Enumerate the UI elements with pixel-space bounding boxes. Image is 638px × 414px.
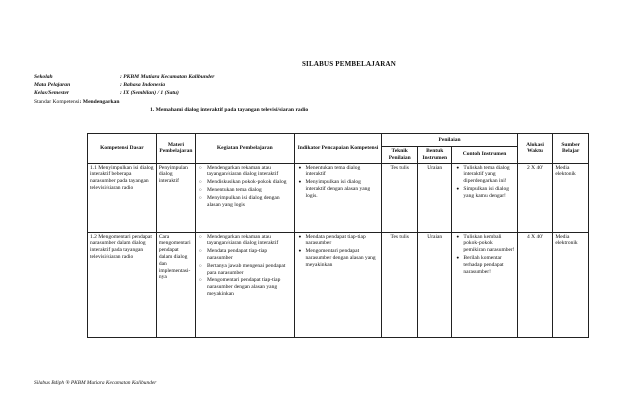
header-kompetensi-dasar: Kompetensi Dasar <box>88 134 157 164</box>
list-item: ○ Bertanya jawab mengenai pendapat para narasumber <box>207 263 292 277</box>
cell-materi: Penyimpulan dialog interaktif <box>156 163 195 232</box>
header-bentuk: Bentuk Instrumen <box>418 147 452 164</box>
header-sumber: Sumber Belajar <box>553 134 589 164</box>
list-item: ○ Mendengarkan rekaman atau tayangan/siaran dialog interaktif <box>207 234 292 248</box>
cell-materi: Cara mengomentari pendapat dalam dialog dan implementasi-nya <box>156 232 195 337</box>
meta-row-kelas <box>34 89 308 97</box>
cell-kd: 1.2 Mengomentari pendapat narasumber dalam dialog interaktif pada tayangan televisi/siaran radio <box>88 232 157 337</box>
meta-row-sekolah <box>34 73 308 81</box>
cell-sumber: Media elektonik <box>553 163 589 232</box>
header-indikator: Indikator Pencapaian Kompetensi <box>294 134 382 164</box>
list-item: ○ Menentukan tema dialog <box>207 187 292 194</box>
table-row <box>88 232 589 337</box>
list-item: ○ Mendengarkan rekaman atau tayangan/siaran dialog interaktif <box>207 165 292 179</box>
list-item: ○ Mengomentari pendapat tiap-tiap narasumber dengan alasan yang meyakinkan <box>207 277 292 297</box>
meta-label: Mata Pelajaran <box>34 82 71 89</box>
list-item: ● Berilah komentar terhadap pendapat narasumber! <box>463 255 514 275</box>
meta-value: : Mendengarkan <box>79 98 120 105</box>
list-item: ● Menyimpulkan isi dialog interaktif dengan alasan yang logis. <box>306 179 380 199</box>
list-item: ○ Mendata pendapat tiap-tiap narasumber <box>207 248 292 262</box>
list-item: ● Menentukan tema dialog interaktif <box>306 165 380 179</box>
table-row <box>88 163 589 232</box>
list-item: ● Simpulkan isi dialog yang kamu dengar! <box>463 186 514 200</box>
meta-row-mapel <box>34 81 308 89</box>
meta-row-standar-kompetensi <box>34 98 308 106</box>
list-item: ● Tuliskan kembali pokok-pokok pemikiran narasumber! <box>463 234 514 254</box>
header-teknik: Teknik Penilaian <box>382 147 418 164</box>
cell-kd: 1.1 Menyimpulkan isi dialog interaktif beberapa narasumber pada tayangan televisi/siaran radio <box>88 163 157 232</box>
list-item: ○ Menyimpulkan isi dialog dengan alasan yang logis <box>207 195 292 209</box>
list-item: ○ Mendiskusikan pokok-pokok dialog <box>207 179 292 186</box>
cell-teknik: Tes tulis <box>382 232 418 337</box>
document-title: SILABUS PEMBELAJARAN <box>301 60 397 68</box>
list-item: ● Tuliskah tema dialog interaktif yang diperdengarkan ini! <box>463 165 514 185</box>
header-alokasi: Alokasi Waktu <box>517 134 553 164</box>
cell-indikator <box>294 163 382 232</box>
meta-value: : PKBM Mutiara Kecamatan Kalibunder <box>120 74 215 80</box>
meta-value: 1. Memahami dialog interaktif pada tayangan televisi/siaran radio <box>150 106 309 113</box>
cell-indikator <box>294 232 382 337</box>
header-penilaian: Penilaian <box>382 134 517 147</box>
cell-contoh <box>452 232 517 337</box>
cell-teknik: Tes tulis <box>382 163 418 232</box>
syllabus-meta <box>34 73 308 114</box>
cell-sumber: Media elektronik <box>553 232 589 337</box>
meta-value: : Bahasa Indonesia <box>120 82 166 89</box>
header-contoh: Contoh Instrumen <box>452 147 517 164</box>
syllabus-table <box>87 133 589 338</box>
cell-contoh <box>452 163 517 232</box>
cell-bentuk: Uraian <box>418 232 452 337</box>
list-item: ● Mendata pendapat tiap-tiap narasumber <box>306 234 380 248</box>
list-item: ● Mengomentari pendapat narasumber dengan alasan yang meyakinkan <box>306 248 380 268</box>
cell-alokasi: 4 X 40' <box>517 232 553 337</box>
cell-bentuk: Uraian <box>418 163 452 232</box>
header-kegiatan: Kegiatan Pembelajaran <box>196 134 295 164</box>
meta-label: Sekolah <box>34 74 53 80</box>
meta-label: Standar Kompetensi <box>34 98 80 105</box>
meta-label: Kelas/Semester <box>34 90 70 97</box>
cell-kegiatan <box>196 232 295 337</box>
header-materi: Materi Pembelajaran <box>156 134 195 164</box>
meta-row-kompetensi-dasar <box>34 106 308 114</box>
page-footer: Silabus Bdiph ® PKBM Mutiara Kecamatan Kalibunder <box>34 380 157 386</box>
meta-value: : IX (Sembilan) / 1 (Satu) <box>120 90 179 97</box>
cell-alokasi: 2 X 40' <box>517 163 553 232</box>
cell-kegiatan <box>196 163 295 232</box>
